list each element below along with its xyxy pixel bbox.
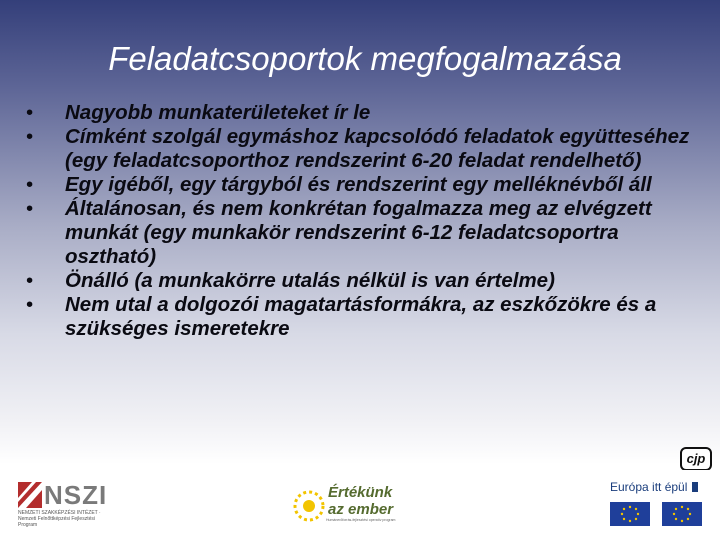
- eu-logo-block: [604, 480, 704, 526]
- ertekunk-subtitle: Humánerőforrás-fejlesztési operatív program: [326, 518, 396, 522]
- slide-title: Feladatcsoportok megfogalmazása: [108, 40, 622, 77]
- nszi-emblem-icon: [18, 482, 42, 508]
- cjp-badge-icon: cjp: [680, 447, 712, 471]
- eu-accent-bar: [692, 482, 698, 492]
- bullet-item: • Címként szolgál egymáshoz kapcsolódó feladatok együtteséhez (egy feladatcsoporthoz rendszerint 6-20 feladat rendelhető): [26, 125, 706, 173]
- bullet-item: • Önálló (a munkakörre utalás nélkül is van értelme): [26, 269, 706, 293]
- bullet-item: • Általánosan, és nem konkrétan fogalmazza meg az elvégzett munkát (egy munkakör rendszerint 6-12 feladatcsoportra osztható): [26, 197, 706, 269]
- nszi-subtitle: NEMZETI SZAKKÉPZÉSI INTÉZET · Nemzeti Felnőttképzési Fejlesztési Program: [18, 510, 101, 528]
- sun-stars-icon: [292, 486, 326, 526]
- nszi-logo: [18, 480, 114, 528]
- bullet-list: [26, 101, 706, 341]
- eu-slogan: Európa itt épül: [610, 480, 688, 494]
- ertekunk-wordmark: Értékünk az ember: [328, 484, 394, 518]
- nszi-wordmark: NSZI: [44, 480, 108, 510]
- eu-flag-icon: [662, 502, 702, 526]
- eu-flag-icon: [610, 502, 650, 526]
- bullet-item: • Nem utal a dolgozói magatartásformákra, az eszkőzökre és a szükséges ismeretekre: [26, 293, 706, 341]
- ertekunk-logo: [292, 484, 410, 528]
- bullet-item: • Nagyobb munkaterületeket ír le: [26, 101, 706, 125]
- bullet-item: • Egy igéből, egy tárgyból és rendszerint egy melléknévből áll: [26, 173, 706, 197]
